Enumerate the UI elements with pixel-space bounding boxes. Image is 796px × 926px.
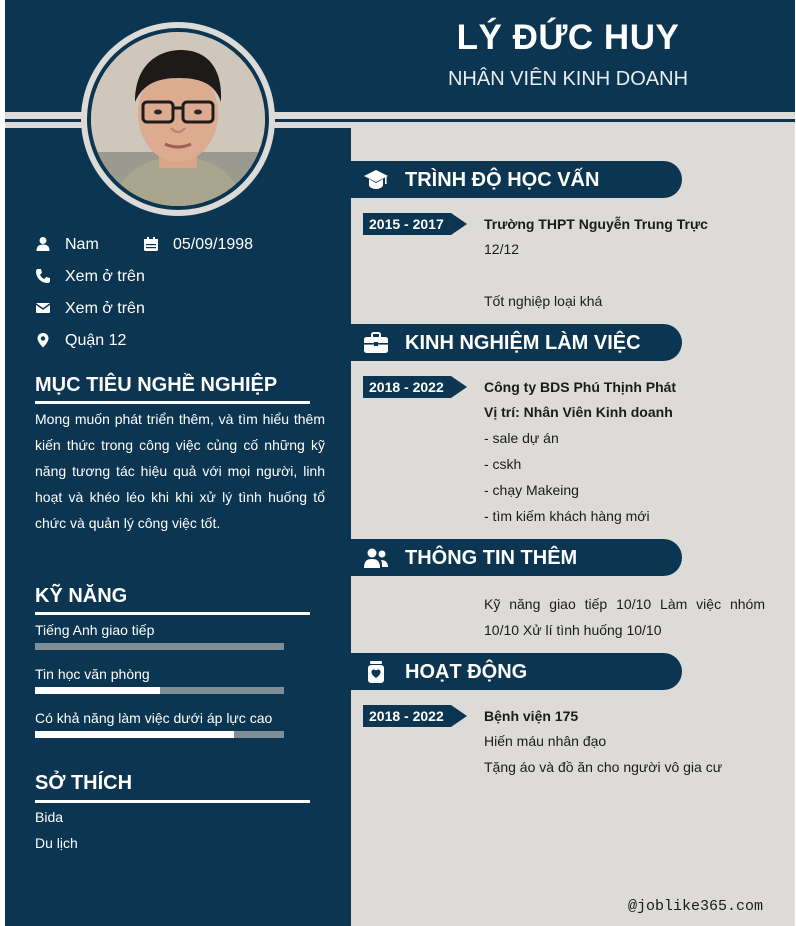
watermark: @joblike365.com bbox=[628, 898, 764, 915]
skill-name: Tiếng Anh giao tiếp bbox=[35, 622, 155, 638]
experience-title: KINH NGHIỆM LÀM VIỆC bbox=[405, 332, 641, 354]
phone-icon bbox=[35, 268, 51, 284]
avatar bbox=[91, 32, 265, 206]
education-title: TRÌNH ĐỘ HỌC VẤN bbox=[405, 169, 600, 191]
briefcase-icon bbox=[363, 330, 389, 356]
resume-page bbox=[5, 0, 795, 926]
graduation-cap-icon bbox=[363, 167, 389, 193]
experience-duty: - chạy Makeing bbox=[484, 482, 579, 498]
objective-title: MỤC TIÊU NGHỀ NGHIỆP bbox=[35, 374, 278, 396]
extra-text: Kỹ năng giao tiếp 10/10 Làm việc nhóm 10/10 Xử lí tình huống 10/10 bbox=[484, 596, 765, 638]
skill-bar-fill bbox=[35, 687, 160, 694]
activities-date: 2018 - 2022 bbox=[363, 705, 451, 727]
hobbies-title: SỞ THÍCH bbox=[35, 772, 133, 794]
calendar-icon bbox=[143, 236, 159, 252]
heart-jar-icon bbox=[363, 659, 389, 685]
objective-text: Mong muốn phát triển thêm, và tìm hiểu thêm kiến thức trong công việc củng cố những kỹ năng tương tác hiệu quả với mọi người, linh hoạt và khéo léo khi khi xử lý tình huống tổ chức và quản lý công việc tốt. bbox=[35, 411, 325, 531]
candidate-position: NHÂN VIÊN KINH DOANH bbox=[447, 68, 689, 90]
birthday-value: 05/09/1998 bbox=[173, 236, 254, 253]
skill-bar bbox=[35, 731, 284, 738]
skill-bar-fill bbox=[35, 731, 234, 738]
skill-bar bbox=[35, 687, 284, 694]
experience-date: 2018 - 2022 bbox=[363, 376, 451, 398]
education-grade: 12/12 bbox=[484, 241, 520, 257]
address-value: Quận 12 bbox=[65, 332, 127, 349]
users-icon bbox=[363, 545, 389, 571]
phone-value: Xem ở trên bbox=[65, 268, 145, 285]
candidate-name: LÝ ĐỨC HUY bbox=[456, 18, 680, 57]
experience-duty: - tìm kiếm khách hàng mới bbox=[484, 508, 650, 524]
education-school: Trường THPT Nguyễn Trung Trực bbox=[484, 216, 708, 232]
activities-item: Tặng áo và đồ ăn cho người vô gia cư bbox=[484, 759, 723, 775]
experience-duty: - sale dự án bbox=[484, 430, 559, 446]
experience-role: Vị trí: Nhân Viên Kinh doanh bbox=[484, 404, 673, 420]
experience-company: Công ty BDS Phú Thịnh Phát bbox=[484, 379, 677, 395]
experience-section-header bbox=[351, 324, 682, 361]
activities-org: Bệnh viện 175 bbox=[484, 708, 579, 724]
activities-item: Hiến máu nhân đạo bbox=[484, 733, 607, 749]
avatar-portrait-graphic bbox=[91, 32, 265, 206]
hobby-item: Bida bbox=[35, 809, 64, 825]
skill-name: Có khả năng làm việc dưới áp lực cao bbox=[35, 710, 273, 726]
objective-rule bbox=[35, 401, 310, 404]
skills-title: KỸ NĂNG bbox=[35, 585, 128, 607]
education-note: Tốt nghiệp loại khá bbox=[484, 293, 603, 309]
hobbies-rule bbox=[35, 800, 310, 803]
extra-title: THÔNG TIN THÊM bbox=[405, 547, 578, 569]
skill-bar bbox=[35, 643, 284, 650]
user-icon bbox=[35, 236, 51, 252]
location-pin-icon bbox=[35, 332, 51, 348]
hobby-item: Du lịch bbox=[35, 835, 78, 851]
activities-section-header bbox=[351, 653, 682, 690]
skill-name: Tin học văn phòng bbox=[35, 666, 150, 682]
education-section-header bbox=[351, 161, 682, 198]
experience-duty: - cskh bbox=[484, 456, 522, 472]
extra-section-header bbox=[351, 539, 682, 576]
skills-rule bbox=[35, 612, 310, 615]
gender-value: Nam bbox=[65, 236, 99, 253]
activities-title: HOẠT ĐỘNG bbox=[405, 661, 528, 683]
education-date: 2015 - 2017 bbox=[363, 213, 451, 235]
email-icon bbox=[35, 300, 51, 316]
email-value: Xem ở trên bbox=[65, 300, 145, 317]
